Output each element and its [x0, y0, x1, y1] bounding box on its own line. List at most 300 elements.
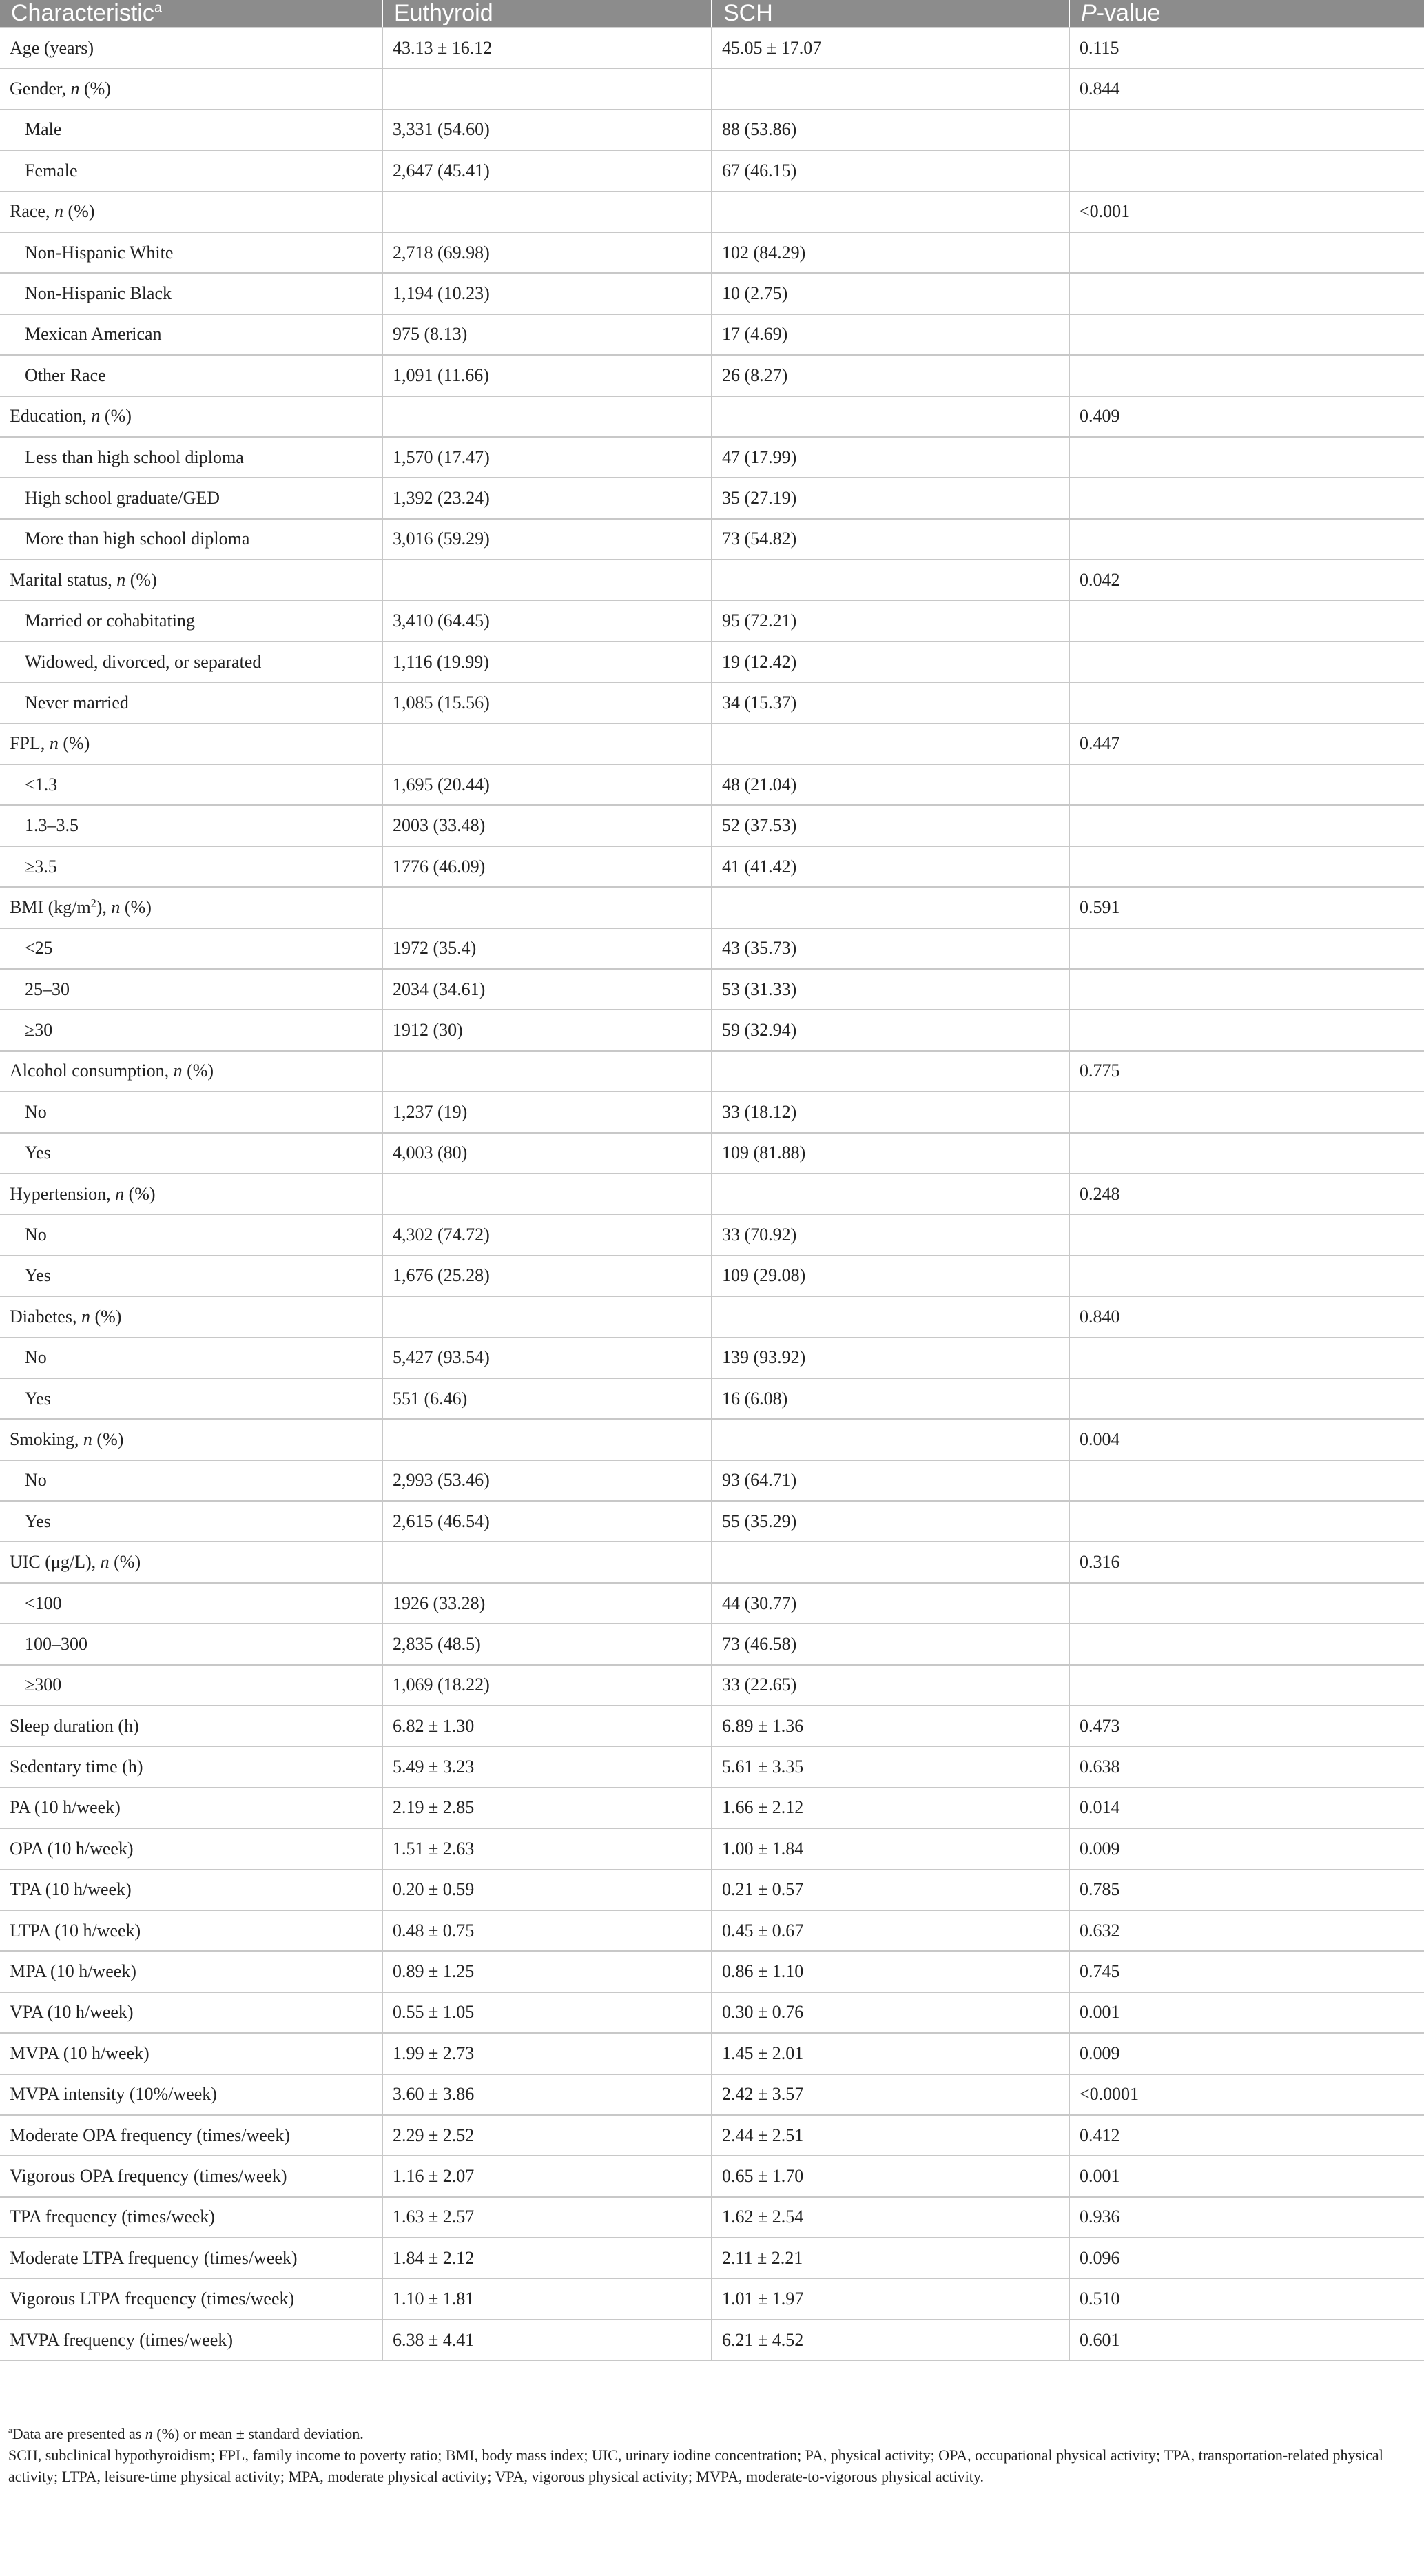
- row-label: [0, 2115, 382, 2156]
- cell-euthyroid: 1,069 (18.22): [382, 1665, 712, 1706]
- cell-sch: 34 (15.37): [712, 682, 1069, 723]
- cell-p-value: 0.248: [1069, 1174, 1424, 1214]
- row-label: [0, 396, 382, 437]
- cell-p-value: [1069, 314, 1424, 355]
- cell-p-value: 0.840: [1069, 1296, 1424, 1337]
- row-label: [0, 887, 382, 928]
- cell-sch: 59 (32.94): [712, 1010, 1069, 1050]
- row-label: [0, 1706, 382, 1746]
- row-label-text: No: [25, 1101, 47, 1122]
- table-row: [0, 2033, 1424, 2074]
- row-label-n: n: [91, 406, 101, 427]
- row-label-text: BMI (kg/m: [10, 897, 91, 917]
- cell-euthyroid: 1,676 (25.28): [382, 1256, 712, 1296]
- cell-p-value: [1069, 928, 1424, 969]
- header-p-rest: -value: [1096, 0, 1161, 26]
- cell-euthyroid: 3,331 (54.60): [382, 110, 712, 150]
- row-label-text: VPA (10 h/week): [10, 2002, 134, 2023]
- cell-euthyroid: 5.49 ± 3.23: [382, 1746, 712, 1787]
- row-label-text: MPA (10 h/week): [10, 1961, 136, 1982]
- cell-euthyroid: 1,570 (17.47): [382, 437, 712, 478]
- table-row: [0, 1746, 1424, 1787]
- cell-euthyroid: 1,085 (15.56): [382, 682, 712, 723]
- table-row: [0, 2115, 1424, 2156]
- cell-sch: 55 (35.29): [712, 1501, 1069, 1542]
- row-label: [0, 355, 382, 396]
- cell-euthyroid: [382, 68, 712, 109]
- table-row: [0, 1828, 1424, 1869]
- row-label: [0, 2278, 382, 2319]
- row-label-text: MVPA (10 h/week): [10, 2043, 149, 2063]
- cell-p-value: 0.115: [1069, 28, 1424, 68]
- cell-euthyroid: 0.55 ± 1.05: [382, 1992, 712, 2033]
- table-row: [0, 1296, 1424, 1337]
- cell-sch: [712, 1174, 1069, 1214]
- row-label-superscript: 2: [90, 897, 96, 910]
- row-label-mid: ),: [96, 897, 112, 917]
- cell-p-value: [1069, 682, 1424, 723]
- row-label: [0, 2197, 382, 2238]
- row-label: [0, 1010, 382, 1050]
- cell-sch: 35 (27.19): [712, 478, 1069, 518]
- cell-euthyroid: 1926 (33.28): [382, 1583, 712, 1624]
- row-label-text: Never married: [25, 692, 129, 713]
- row-label: [0, 1174, 382, 1214]
- cell-euthyroid: 1912 (30): [382, 1010, 712, 1050]
- cell-p-value: [1069, 519, 1424, 560]
- cell-sch: 0.65 ± 1.70: [712, 2156, 1069, 2196]
- cell-sch: 10 (2.75): [712, 273, 1069, 314]
- cell-p-value: 0.601: [1069, 2320, 1424, 2360]
- table-row: [0, 682, 1424, 723]
- cell-sch: [712, 1419, 1069, 1460]
- row-label: [0, 1870, 382, 1910]
- header-footnote-mark: a: [154, 0, 162, 16]
- cell-euthyroid: 1.63 ± 2.57: [382, 2197, 712, 2238]
- cell-sch: [712, 724, 1069, 764]
- header-sch: SCH: [712, 0, 1069, 28]
- cell-sch: [712, 1542, 1069, 1582]
- row-label-text: UIC (μg/L),: [10, 1552, 101, 1573]
- row-label: [0, 2074, 382, 2115]
- table-row: [0, 805, 1424, 846]
- cell-euthyroid: [382, 192, 712, 232]
- table-row: [0, 1214, 1424, 1255]
- cell-p-value: [1069, 273, 1424, 314]
- cell-sch: [712, 560, 1069, 600]
- cell-euthyroid: 2,993 (53.46): [382, 1460, 712, 1501]
- cell-sch: 5.61 ± 3.35: [712, 1746, 1069, 1787]
- row-label-tail: (%): [125, 569, 157, 590]
- row-label: [0, 1460, 382, 1501]
- table-row: [0, 1624, 1424, 1664]
- row-label-text: No: [25, 1347, 47, 1368]
- cell-euthyroid: 1.99 ± 2.73: [382, 2033, 712, 2074]
- cell-p-value: [1069, 1501, 1424, 1542]
- table-row: [0, 600, 1424, 641]
- cell-sch: 109 (81.88): [712, 1133, 1069, 1174]
- row-label-n: n: [173, 1061, 183, 1081]
- table-row: [0, 887, 1424, 928]
- cell-p-value: 0.510: [1069, 2278, 1424, 2319]
- row-label-text: Alcohol consumption,: [10, 1061, 174, 1081]
- cell-p-value: [1069, 1665, 1424, 1706]
- cell-euthyroid: [382, 1174, 712, 1214]
- table-row: [0, 2320, 1424, 2360]
- cell-p-value: 0.775: [1069, 1051, 1424, 1092]
- row-label-n: n: [49, 733, 59, 754]
- row-label-n: n: [116, 569, 126, 590]
- cell-p-value: 0.785: [1069, 1870, 1424, 1910]
- cell-p-value: 0.042: [1069, 560, 1424, 600]
- cell-p-value: [1069, 764, 1424, 805]
- row-label-text: Less than high school diploma: [25, 447, 244, 467]
- cell-sch: 52 (37.53): [712, 805, 1069, 846]
- row-label-text: Other Race: [25, 365, 106, 385]
- cell-p-value: [1069, 1583, 1424, 1624]
- cell-p-value: [1069, 1214, 1424, 1255]
- row-label-tail: (%): [92, 1429, 124, 1449]
- row-label: [0, 1051, 382, 1092]
- cell-euthyroid: 1,237 (19): [382, 1092, 712, 1132]
- row-label-text: 100–300: [25, 1633, 87, 1654]
- row-label: [0, 1951, 382, 1992]
- footnote-abbreviations: SCH, subclinical hypothyroidism; FPL, family income to poverty ratio; BMI, body mass index; UIC, urinary iodine concentration; PA, physical activity; OPA, occupational physical activity; TPA, transportation-related physical activity; LTPA, leisure-time physical activity; MPA, moderate physical activity; VPA, vigorous physical activity; MVPA, moderate-to-vigorous physical activity.: [8, 2446, 1383, 2485]
- cell-sch: 73 (46.58): [712, 1624, 1069, 1664]
- cell-p-value: 0.009: [1069, 1828, 1424, 1869]
- cell-euthyroid: 2.19 ± 2.85: [382, 1788, 712, 1828]
- cell-euthyroid: [382, 1296, 712, 1337]
- row-label: [0, 1214, 382, 1255]
- row-label-text: ≥3.5: [25, 856, 57, 877]
- row-label-text: Smoking,: [10, 1429, 83, 1449]
- cell-euthyroid: 2.29 ± 2.52: [382, 2115, 712, 2156]
- row-label-text: 25–30: [25, 979, 70, 999]
- cell-p-value: 0.412: [1069, 2115, 1424, 2156]
- table-row: [0, 68, 1424, 109]
- cell-sch: 2.44 ± 2.51: [712, 2115, 1069, 2156]
- cell-euthyroid: 3,016 (59.29): [382, 519, 712, 560]
- cell-euthyroid: [382, 1419, 712, 1460]
- cell-sch: 43 (35.73): [712, 928, 1069, 969]
- cell-sch: 1.00 ± 1.84: [712, 1828, 1069, 1869]
- row-label-n: n: [81, 1306, 90, 1327]
- cell-sch: 1.01 ± 1.97: [712, 2278, 1069, 2319]
- row-label-tail: (%): [182, 1061, 214, 1081]
- cell-euthyroid: 2,835 (48.5): [382, 1624, 712, 1664]
- table-row: [0, 1460, 1424, 1501]
- table-row: [0, 519, 1424, 560]
- cell-euthyroid: 3.60 ± 3.86: [382, 2074, 712, 2115]
- row-label-text: <25: [25, 938, 53, 959]
- cell-sch: 88 (53.86): [712, 110, 1069, 150]
- cell-sch: [712, 887, 1069, 928]
- row-label-text: Education,: [10, 406, 92, 427]
- cell-sch: 33 (70.92): [712, 1214, 1069, 1255]
- cell-p-value: [1069, 150, 1424, 191]
- row-label: [0, 1338, 382, 1378]
- row-label-text: TPA frequency (times/week): [10, 2207, 215, 2227]
- row-label-text: PA (10 h/week): [10, 1797, 121, 1818]
- footnote-n: n: [145, 2425, 153, 2442]
- header-characteristic-text: Characteristic: [11, 0, 154, 26]
- table-row: [0, 846, 1424, 887]
- row-label-text: OPA (10 h/week): [10, 1838, 134, 1859]
- row-label-text: Vigorous LTPA frequency (times/week): [10, 2289, 295, 2309]
- row-label: [0, 1378, 382, 1419]
- cell-sch: 6.21 ± 4.52: [712, 2320, 1069, 2360]
- row-label: [0, 1133, 382, 1174]
- row-label-tail: (%): [90, 1306, 122, 1327]
- cell-p-value: [1069, 600, 1424, 641]
- cell-sch: 47 (17.99): [712, 437, 1069, 478]
- cell-sch: 17 (4.69): [712, 314, 1069, 355]
- cell-euthyroid: 6.82 ± 1.30: [382, 1706, 712, 1746]
- row-label-text: Non-Hispanic Black: [25, 283, 172, 304]
- row-label-text: No: [25, 1225, 47, 1245]
- cell-p-value: 0.844: [1069, 68, 1424, 109]
- row-label-tail: (%): [79, 79, 111, 99]
- cell-p-value: [1069, 1010, 1424, 1050]
- cell-sch: 19 (12.42): [712, 642, 1069, 682]
- cell-p-value: [1069, 1624, 1424, 1664]
- cell-sch: 45.05 ± 17.07: [712, 28, 1069, 68]
- cell-p-value: [1069, 1133, 1424, 1174]
- row-label-tail: (%): [109, 1552, 141, 1573]
- cell-euthyroid: 1.16 ± 2.07: [382, 2156, 712, 2196]
- cell-sch: 1.62 ± 2.54: [712, 2197, 1069, 2238]
- cell-euthyroid: 1,116 (19.99): [382, 642, 712, 682]
- table-row: [0, 1951, 1424, 1992]
- cell-sch: 73 (54.82): [712, 519, 1069, 560]
- cell-sch: 48 (21.04): [712, 764, 1069, 805]
- cell-sch: 2.11 ± 2.21: [712, 2238, 1069, 2278]
- cell-sch: 0.21 ± 0.57: [712, 1870, 1069, 1910]
- cell-euthyroid: 551 (6.46): [382, 1378, 712, 1419]
- row-label: [0, 846, 382, 887]
- row-label: [0, 724, 382, 764]
- row-label-text: Non-Hispanic White: [25, 242, 174, 263]
- header-characteristic: [0, 0, 382, 28]
- row-label: [0, 68, 382, 109]
- cell-euthyroid: 2,718 (69.98): [382, 232, 712, 273]
- row-label: [0, 600, 382, 641]
- table-row: [0, 437, 1424, 478]
- cell-sch: 0.30 ± 0.76: [712, 1992, 1069, 2033]
- cell-euthyroid: [382, 396, 712, 437]
- table-body: [0, 28, 1424, 2360]
- table-row: [0, 2278, 1424, 2319]
- row-label-tail: (%): [63, 201, 95, 222]
- table-row: [0, 273, 1424, 314]
- row-label: [0, 764, 382, 805]
- cell-euthyroid: 1776 (46.09): [382, 846, 712, 887]
- table-row: [0, 1706, 1424, 1746]
- table-row: [0, 764, 1424, 805]
- row-label-text: No: [25, 1470, 47, 1491]
- row-label-text: Hypertension,: [10, 1183, 116, 1204]
- table-row: [0, 560, 1424, 600]
- row-label: [0, 2320, 382, 2360]
- row-label: [0, 519, 382, 560]
- row-label-text: More than high school diploma: [25, 529, 250, 549]
- cell-sch: 0.45 ± 0.67: [712, 1910, 1069, 1951]
- cell-p-value: 0.447: [1069, 724, 1424, 764]
- table-row: [0, 232, 1424, 273]
- cell-sch: 0.86 ± 1.10: [712, 1951, 1069, 1992]
- row-label-n: n: [115, 1183, 125, 1204]
- cell-sch: 2.42 ± 3.57: [712, 2074, 1069, 2115]
- row-label-text: MVPA intensity (10%/week): [10, 2084, 217, 2105]
- cell-p-value: [1069, 437, 1424, 478]
- row-label: [0, 28, 382, 68]
- table-row: [0, 2156, 1424, 2196]
- row-label-text: Race,: [10, 201, 54, 222]
- row-label-text: Male: [25, 119, 62, 140]
- row-label-tail: (%): [58, 733, 90, 754]
- cell-euthyroid: 43.13 ± 16.12: [382, 28, 712, 68]
- cell-sch: 93 (64.71): [712, 1460, 1069, 1501]
- cell-p-value: [1069, 110, 1424, 150]
- table-row: [0, 1870, 1424, 1910]
- row-label-text: Diabetes,: [10, 1306, 81, 1327]
- row-label: [0, 192, 382, 232]
- row-label-text: TPA (10 h/week): [10, 1879, 132, 1900]
- cell-p-value: [1069, 846, 1424, 887]
- table-header-row: [0, 0, 1424, 28]
- cell-sch: 102 (84.29): [712, 232, 1069, 273]
- cell-p-value: [1069, 1256, 1424, 1296]
- table-row: [0, 1542, 1424, 1582]
- table-row: [0, 314, 1424, 355]
- cell-p-value: [1069, 355, 1424, 396]
- table-row: [0, 2238, 1424, 2278]
- cell-euthyroid: [382, 724, 712, 764]
- row-label-text: Mexican American: [25, 324, 162, 345]
- row-label: [0, 1624, 382, 1664]
- row-label: [0, 437, 382, 478]
- table-row: [0, 396, 1424, 437]
- cell-euthyroid: [382, 1542, 712, 1582]
- row-label: [0, 1256, 382, 1296]
- table-row: [0, 150, 1424, 191]
- row-label: [0, 2033, 382, 2074]
- cell-p-value: [1069, 232, 1424, 273]
- table-row: [0, 1378, 1424, 1419]
- cell-euthyroid: 0.20 ± 0.59: [382, 1870, 712, 1910]
- row-label: [0, 478, 382, 518]
- cell-sch: [712, 1051, 1069, 1092]
- table-row: [0, 1992, 1424, 2033]
- cell-p-value: 0.632: [1069, 1910, 1424, 1951]
- table-row: [0, 724, 1424, 764]
- cell-sch: 33 (18.12): [712, 1092, 1069, 1132]
- cell-p-value: 0.745: [1069, 1951, 1424, 1992]
- row-label-text: Moderate LTPA frequency (times/week): [10, 2247, 298, 2268]
- row-label: [0, 969, 382, 1010]
- cell-p-value: 0.316: [1069, 1542, 1424, 1582]
- cell-euthyroid: 1,392 (23.24): [382, 478, 712, 518]
- row-label-n: n: [54, 201, 63, 222]
- cell-p-value: [1069, 1338, 1424, 1378]
- cell-euthyroid: 4,302 (74.72): [382, 1214, 712, 1255]
- footnote-mark: a: [8, 2424, 12, 2435]
- table-row: [0, 1174, 1424, 1214]
- row-label: [0, 232, 382, 273]
- table-row: [0, 969, 1424, 1010]
- table-row: [0, 1133, 1424, 1174]
- row-label-text: Yes: [25, 1265, 51, 1286]
- row-label: [0, 314, 382, 355]
- row-label: [0, 1828, 382, 1869]
- row-label: [0, 1583, 382, 1624]
- cell-p-value: 0.096: [1069, 2238, 1424, 2278]
- row-label: [0, 1296, 382, 1337]
- cell-euthyroid: 1.84 ± 2.12: [382, 2238, 712, 2278]
- table-row: [0, 1583, 1424, 1624]
- cell-euthyroid: 5,427 (93.54): [382, 1338, 712, 1378]
- cell-euthyroid: [382, 1051, 712, 1092]
- cell-p-value: [1069, 1092, 1424, 1132]
- cell-sch: 41 (41.42): [712, 846, 1069, 887]
- row-label-text: <1.3: [25, 774, 58, 795]
- row-label-text: MVPA frequency (times/week): [10, 2329, 233, 2350]
- cell-p-value: 0.936: [1069, 2197, 1424, 2238]
- row-label: [0, 1788, 382, 1828]
- row-label-text: Marital status,: [10, 569, 117, 590]
- cell-euthyroid: 2003 (33.48): [382, 805, 712, 846]
- row-label-text: Gender,: [10, 79, 71, 99]
- cell-sch: 53 (31.33): [712, 969, 1069, 1010]
- row-label-text: <100: [25, 1593, 62, 1613]
- cell-euthyroid: 0.89 ± 1.25: [382, 1951, 712, 1992]
- table-row: [0, 28, 1424, 68]
- table-row: [0, 928, 1424, 969]
- cell-euthyroid: 1,091 (11.66): [382, 355, 712, 396]
- cell-euthyroid: 1,695 (20.44): [382, 764, 712, 805]
- row-label: [0, 1992, 382, 2033]
- cell-sch: 139 (93.92): [712, 1338, 1069, 1378]
- row-label-text: 1.3–3.5: [25, 815, 79, 836]
- cell-p-value: 0.001: [1069, 1992, 1424, 2033]
- table-row: [0, 1665, 1424, 1706]
- cell-p-value: [1069, 642, 1424, 682]
- cell-sch: 33 (22.65): [712, 1665, 1069, 1706]
- table-row: [0, 642, 1424, 682]
- header-euthyroid: Euthyroid: [382, 0, 712, 28]
- row-label: [0, 1542, 382, 1582]
- row-label-text: FPL,: [10, 733, 50, 754]
- table-row: [0, 478, 1424, 518]
- row-label-text: Yes: [25, 1388, 51, 1409]
- footnote-data-presentation: [8, 2423, 1414, 2444]
- cell-p-value: [1069, 1460, 1424, 1501]
- cell-euthyroid: 2,615 (46.54): [382, 1501, 712, 1542]
- row-label: [0, 805, 382, 846]
- cell-euthyroid: 2034 (34.61): [382, 969, 712, 1010]
- header-p-value: [1069, 0, 1424, 28]
- cell-euthyroid: 6.38 ± 4.41: [382, 2320, 712, 2360]
- cell-euthyroid: [382, 560, 712, 600]
- cell-euthyroid: 3,410 (64.45): [382, 600, 712, 641]
- cell-sch: 1.66 ± 2.12: [712, 1788, 1069, 1828]
- row-label-n: n: [100, 1552, 110, 1573]
- row-label-text: Sedentary time (h): [10, 1757, 143, 1777]
- table-row: [0, 355, 1424, 396]
- row-label-text: Sleep duration (h): [10, 1715, 139, 1736]
- row-label: [0, 1419, 382, 1460]
- cell-sch: 26 (8.27): [712, 355, 1069, 396]
